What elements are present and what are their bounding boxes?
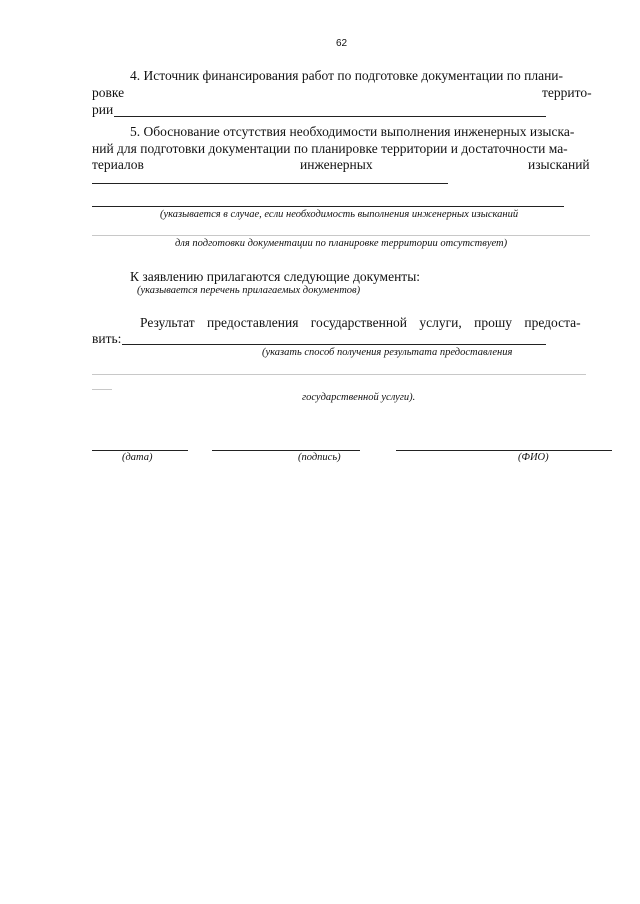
section4-line2-left: ровке xyxy=(92,85,125,100)
section5-line3-word3: изысканий xyxy=(528,157,590,172)
section5-hint1: (указывается в случае, если необходимость выполнения инженерных изысканий xyxy=(160,209,519,220)
result-fill-line xyxy=(122,344,546,345)
result-hint2: государственной услуги). xyxy=(302,392,416,403)
attachments-hint: (указывается перечень прилагаемых документов) xyxy=(137,285,361,296)
section5-hint2: для подготовки документации по планировке территории отсутствует) xyxy=(175,238,508,249)
section5-fill-line-1 xyxy=(92,183,448,184)
date-label: (дата) xyxy=(122,452,153,463)
name-line xyxy=(396,450,612,451)
name-label: (ФИО) xyxy=(518,452,549,463)
signature-label: (подпись) xyxy=(298,452,341,463)
result-line1: Результат предоставления государственной услуги, прошу предоста- xyxy=(140,315,581,330)
date-line xyxy=(92,450,188,451)
result-fill-line-3 xyxy=(92,389,112,390)
section5-line3-word1: териалов xyxy=(92,157,144,172)
section5-fill-line-3 xyxy=(92,235,590,236)
section5-line1: 5. Обоснование отсутствия необходимости выполнения инженерных изыска- xyxy=(130,124,575,139)
result-line2: вить: xyxy=(92,331,122,346)
section5-fill-line-2 xyxy=(92,206,564,207)
result-fill-line-2 xyxy=(92,374,586,375)
signature-line xyxy=(212,450,360,451)
section4-line3: рии xyxy=(92,102,114,117)
attachments-text: К заявлению прилагаются следующие документы: xyxy=(130,269,421,284)
section4-line1: 4. Источник финансирования работ по подготовке документации по плани- xyxy=(130,68,564,83)
page-number: 62 xyxy=(336,38,348,49)
section4-line2-right: террито- xyxy=(542,85,592,100)
result-hint1: (указать способ получения результата предоставления xyxy=(262,347,513,358)
section4-fill-line xyxy=(114,116,546,117)
section5-line2: ний для подготовки документации по планировке территории и достаточности ма- xyxy=(92,141,568,156)
section5-line3-word2: инженерных xyxy=(300,157,373,172)
